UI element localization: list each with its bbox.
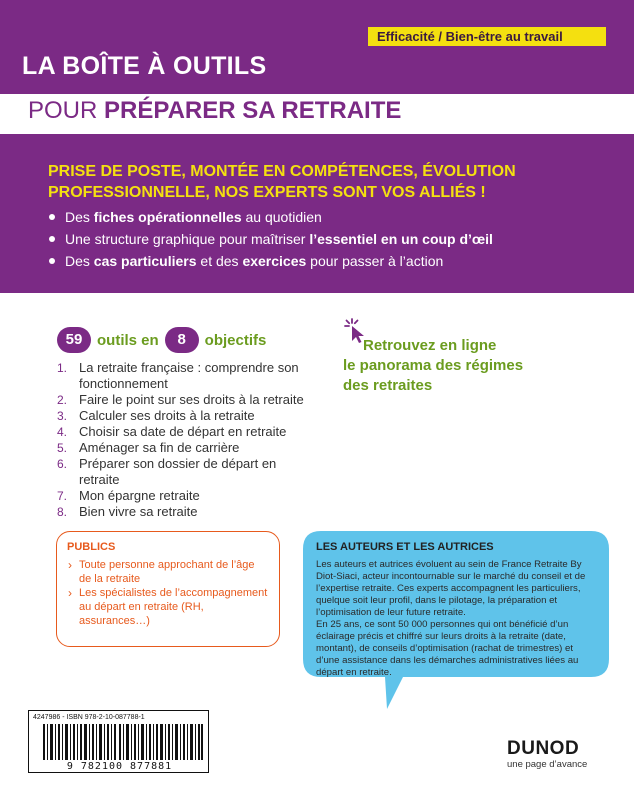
tools-count-label: outils en	[97, 331, 159, 349]
barcode-digits: 9 782100 877881	[66, 761, 173, 772]
book-title-line1: LA BOÎTE À OUTILS	[22, 52, 267, 80]
isbn-label: 4247986 - ISBN 978-2-10-087788-1	[33, 714, 145, 721]
promo-bullet: Une structure graphique pour maîtriser l’essentiel en un coup d’œil	[48, 230, 608, 252]
objective-item: 2. Faire le point sur ses droits à la retraite	[57, 392, 304, 407]
tools-count-row	[57, 325, 317, 355]
objective-item: 4. Choisir sa date de départ en retraite	[57, 424, 287, 439]
authors-content	[316, 541, 598, 679]
objectives-list	[57, 360, 317, 520]
promo-bullet: Des fiches opérationnelles au quotidien	[48, 208, 608, 230]
title-bold: PRÉPARER SA RETRAITE	[104, 97, 402, 124]
objective-item: 1. La retraite française : comprendre son fonctionnement	[57, 360, 299, 391]
authors-paragraph: En 25 ans, ce sont 50 000 personnes qui ont bénéficié d’un éclairage précis et chiffré sur leurs droits à la retraite (date, montant), de conseils d’optimisation (rachat de trimestres) et d’une assistance dans les démarches administratives liées au départ en retraite.	[316, 619, 579, 678]
promo-bullets	[48, 208, 608, 274]
publics-item: › Toute personne approchant de l’âge de la retraite	[67, 558, 269, 586]
publisher-tagline: une page d’avance	[507, 759, 588, 770]
objective-item: 6. Préparer son dossier de départ en retraite	[57, 456, 277, 487]
isbn-barcode	[28, 710, 209, 773]
authors-title: LES AUTEURS ET LES AUTRICES	[316, 541, 494, 553]
objective-item: 5. Aménager sa fin de carrière	[57, 440, 240, 455]
objectives-section	[57, 325, 317, 520]
publisher-name: DUNOD	[507, 738, 580, 759]
tools-count-badge: 59	[57, 327, 91, 353]
promo-bullet: Des cas particuliers et des exercices pour passer à l’action	[48, 252, 608, 274]
objectives-count-label: objectifs	[204, 331, 267, 349]
publics-title: PUBLICS	[67, 541, 116, 553]
objective-item: 7. Mon épargne retraite	[57, 488, 200, 503]
title-prefix: POUR	[28, 97, 105, 124]
objectives-count-badge: 8	[165, 327, 199, 353]
barcode-bars-icon	[43, 724, 203, 760]
publics-item: › Les spécialistes de l’accompagnement au départ en retraite (RH, assurances…)	[67, 586, 269, 628]
publics-box	[56, 531, 280, 647]
publics-list	[67, 558, 269, 628]
publisher-logo	[507, 738, 607, 770]
panorama-text: Retrouvez en ligne le panorama des régimes des retraites	[343, 337, 524, 394]
objective-item: 8. Bien vivre sa retraite	[57, 504, 198, 519]
book-title-line2	[28, 97, 401, 125]
promo-headline: PRISE DE POSTE, MONTÉE EN COMPÉTENCES, ÉVOLUTION PROFESSIONNELLE, NOS EXPERTS SONT VOS ALLIÉS !	[48, 163, 516, 201]
authors-paragraph: Les auteurs et autrices évoluent au sein de France Retraite By Diot-Siaci, acteur incontournable sur le marché du conseil et de l’expertise retraite. Ces experts accompagnent les particuliers, quelque soit leur profil, dans le pilotage, la préparation et l’optimisation de leur future retraite.	[316, 559, 586, 618]
authors-speech-bubble	[303, 531, 609, 711]
category-tag: Efficacité / Bien-être au travail	[368, 27, 606, 46]
objective-item: 3. Calculer ses droits à la retraite	[57, 408, 255, 423]
